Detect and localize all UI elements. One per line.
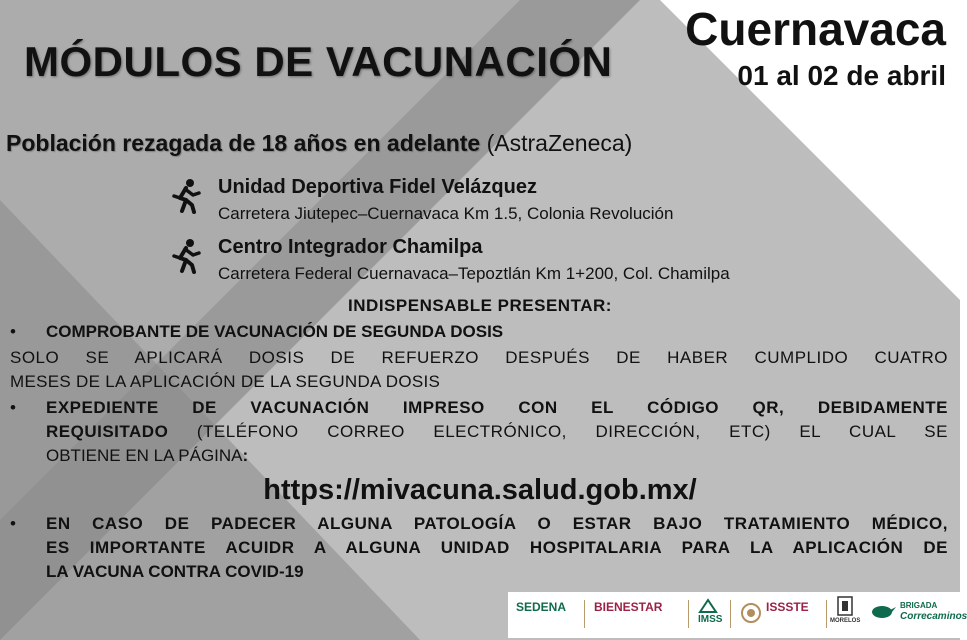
vaccine-brand: (AstraZeneca) [480, 130, 633, 156]
running-person-icon [168, 238, 204, 274]
divider [688, 600, 689, 628]
issste-logo: ISSSTE [766, 600, 809, 614]
requirement-2-line-2 [46, 420, 948, 444]
issste-emblem [740, 602, 762, 627]
brigada-emblem [870, 602, 896, 623]
running-person-icon [168, 178, 204, 214]
divider [584, 600, 585, 628]
logo-bar [508, 592, 967, 638]
divider [826, 600, 827, 628]
population-label: Población rezagada de 18 años en adelante [6, 130, 481, 156]
requirement-2-line-3-text: OBTIENE EN LA PÁGINA [46, 446, 243, 465]
site-address: Carretera Jiutepec–Cuernavaca Km 1.5, Colonia Revolución [218, 204, 674, 223]
site-name: Centro Integrador Chamilpa [218, 236, 483, 258]
requirement-1 [10, 320, 948, 344]
vaccine-url[interactable]: https://mivacuna.salud.gob.mx/ [263, 474, 697, 506]
requirement-3 [10, 512, 948, 584]
colon: : [242, 446, 249, 465]
imss-logo: IMSS [698, 598, 722, 625]
bullet: • [10, 514, 16, 533]
issste-emblem-icon [740, 602, 762, 624]
requirement-2-line-3 [46, 444, 948, 468]
booster-note-line-2: MESES DE LA APLICACIÓN DE LA SEGUNDA DOSIS [10, 372, 441, 391]
city-name: Cuernavaca [685, 3, 946, 55]
brigada-logo: BRIGADA Correcaminos [900, 601, 967, 622]
requirement-3-line-3: LA VACUNA CONTRA COVID-19 [46, 562, 304, 581]
roadrunner-icon [870, 602, 896, 620]
imss-eagle-icon [698, 598, 718, 614]
divider [730, 600, 731, 628]
sedena-logo: SEDENA [516, 600, 567, 614]
requirement-2-details: (TELÉFONO CORREO ELECTRÓNICO, DIRECCIÓN, ETC) EL CUAL SE [168, 422, 948, 441]
page-title: MÓDULOS DE VACUNACIÓN [24, 38, 613, 85]
requirement-3-line-2: ES IMPORTANTE ACUIDR A ALGUNA UNIDAD HOSPITALARIA PARA LA APLICACIÓN DE [46, 538, 948, 557]
requirement-1-text: COMPROBANTE DE VACUNACIÓN DE SEGUNDA DOSIS [46, 322, 504, 341]
morelos-shield-icon [836, 596, 854, 618]
requirement-2-line-1: EXPEDIENTE DE VACUNACIÓN IMPRESO CON EL CÓDIGO QR, DEBIDAMENTE [46, 398, 948, 417]
bullet: • [10, 322, 16, 341]
bienestar-logo: BIENESTAR [594, 600, 663, 614]
requirement-2 [10, 396, 948, 468]
booster-note [10, 346, 948, 394]
morelos-logo: MORELOS [830, 596, 860, 624]
requirements-heading: INDISPENSABLE PRESENTAR: [348, 296, 612, 315]
population-line [6, 130, 632, 157]
date-range: 01 al 02 de abril [737, 60, 946, 91]
site-address: Carretera Federal Cuernavaca–Tepoztlán Km 1+200, Col. Chamilpa [218, 264, 730, 283]
requisitado-label: REQUISITADO [46, 422, 169, 441]
booster-note-line-1: SOLO SE APLICARÁ DOSIS DE REFUERZO DESPUÉS DE HABER CUMPLIDO CUATRO [10, 348, 948, 367]
site-name: Unidad Deportiva Fidel Velázquez [218, 176, 537, 198]
bullet: • [10, 398, 16, 417]
requirement-3-line-1: EN CASO DE PADECER ALGUNA PATOLOGÍA O ESTAR BAJO TRATAMIENTO MÉDICO, [46, 514, 948, 533]
